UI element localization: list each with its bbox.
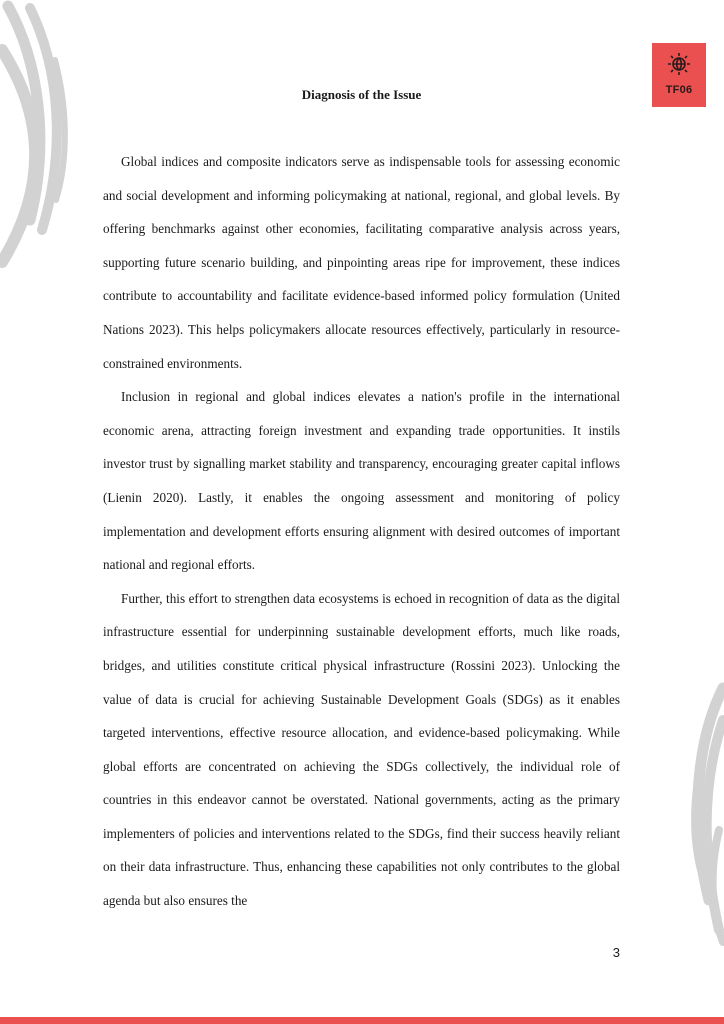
globe-with-gear-icon xyxy=(666,51,692,77)
paragraph: Global indices and composite indicators serve as indispensable tools for assessing economic and social development and informing policymaking at national, regional, and global levels. By offering benchmarks against other economies, facilitating comparative analysis across years, supporting future scenario building, and pinpointing areas ripe for improvement, these indices contribute to accountability and facilitate evidence-based informed policy formulation (United Nations 2023). This helps policymakers allocate resources effectively, particularly in resource-constrained environments. xyxy=(103,154,620,371)
page-number: 3 xyxy=(612,945,620,960)
badge-label: TF06 xyxy=(665,84,693,96)
body-text xyxy=(103,145,620,918)
decorative-arcs-bottom-right xyxy=(679,680,724,950)
footer-accent-bar xyxy=(0,1017,724,1024)
paragraph: Further, this effort to strengthen data ecosystems is echoed in recognition of data as the digital infrastructure essential for underpinning sustainable development efforts, much like roads, bridges, and utilities constitute critical physical infrastructure (Rossini 2023). Unlocking the value of data is crucial for achieving Sustainable Development Goals (SDGs) as it enables targeted interventions, effective resource allocation, and evidence-based policymaking. While global efforts are concentrated on achieving the SDGs collectively, the individual role of countries in this endeavor cannot be overstated. National governments, acting as the primary implementers of policies and interventions related to the SDGs, find their success heavily reliant on their data infrastructure. Thus, enhancing these capabilities not only contributes to the global agenda but also ensures the xyxy=(103,590,620,909)
section-heading: Diagnosis of the Issue xyxy=(301,87,422,102)
decorative-arcs-top-left xyxy=(0,0,80,275)
tf06-badge xyxy=(652,43,706,107)
paragraph: Inclusion in regional and global indices elevates a nation's profile in the international economic arena, attracting foreign investment and expanding trade opportunities. It instils investor trust by signalling market stability and transparency, encouraging greater capital inflows (Lienin 2020). Lastly, it enables the ongoing assessment and monitoring of policy implementation and development efforts ensuring alignment with desired outcomes of important national and regional efforts. xyxy=(103,389,620,573)
